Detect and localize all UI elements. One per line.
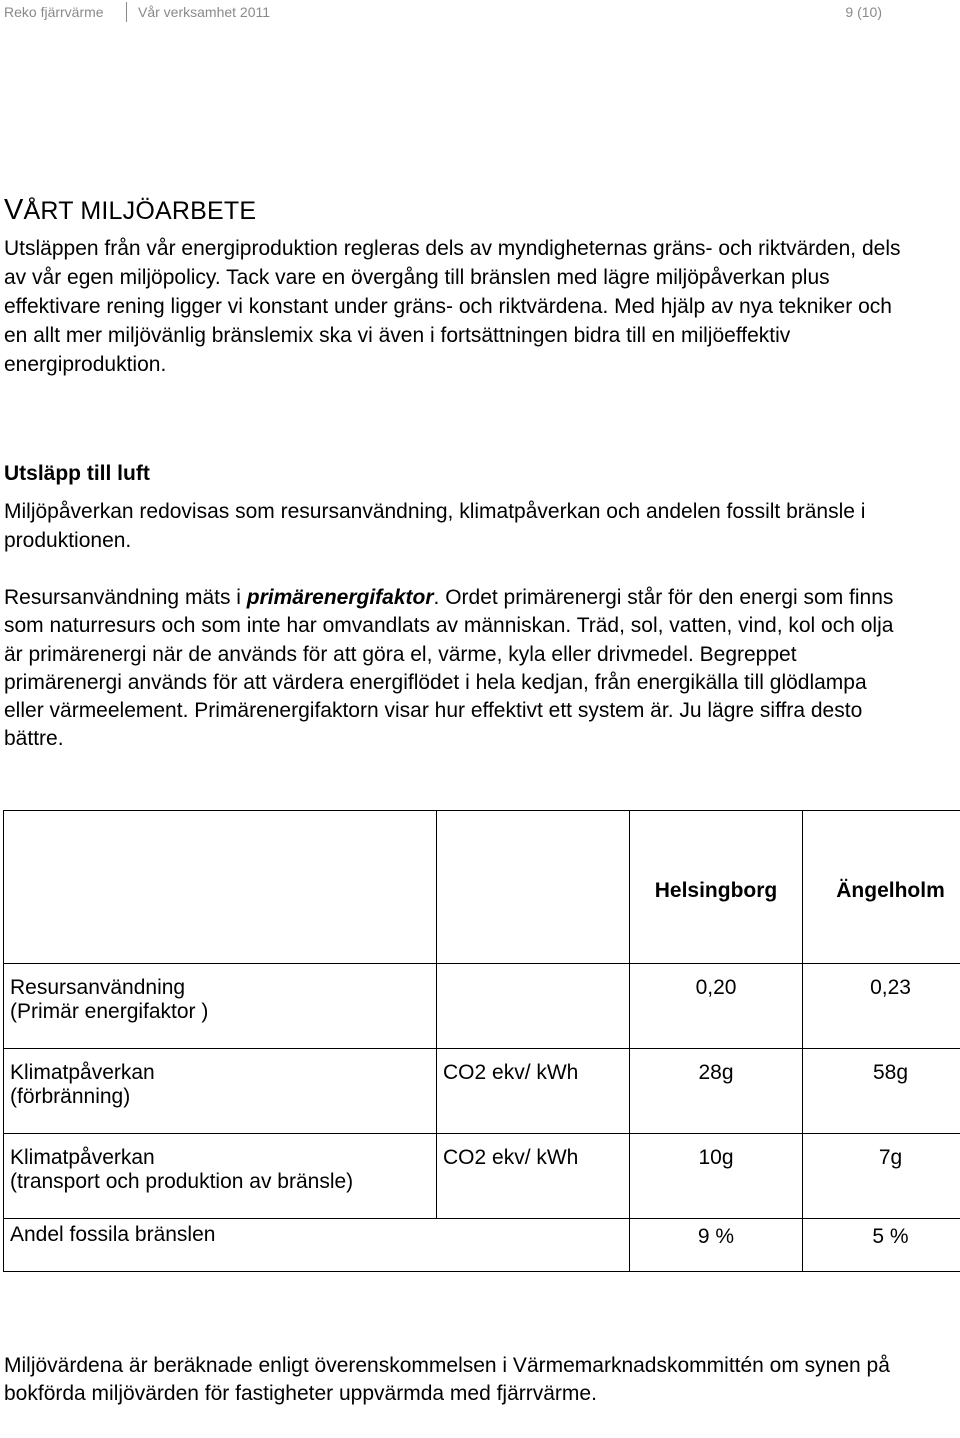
row-label-cell [4, 1134, 437, 1219]
row-unit-cell [437, 964, 630, 1049]
row-label: Andel fossila bränslen [10, 1223, 216, 1246]
section-title-initial: V [4, 194, 24, 226]
table-row [4, 964, 960, 1049]
helsingborg-value: 10g [630, 1134, 803, 1219]
row-label-sub: (Primär energifaktor ) [10, 1000, 209, 1023]
header-company: Reko fjärrvärme [4, 4, 104, 20]
table-row [4, 1219, 960, 1272]
angelholm-value: 7g [803, 1134, 960, 1219]
air-paragraph-2-start: Resursanvändning mäts i [4, 586, 247, 609]
air-paragraph-2-rest: . Ordet primärenergi står för den energi som finns som naturresurs och som inte har omvandlats av människan. Träd, sol, vatten, vind, kol och olja är primärenergi när de används för att göra el, värme, kyla eller drivmedel. Begreppet primärenergi används för att värdera energiflödet i hela kedjan, från energikälla till glödlampa eller värmeelement. Primärenergifaktorn visar hur effektivt ett system är. Ju lägre siffra desto bättre. [4, 586, 894, 751]
air-paragraph-2 [4, 584, 904, 754]
row-unit-cell: CO2 ekv/ kWh [437, 1049, 630, 1134]
row-label: Klimatpåverkan [10, 1061, 155, 1084]
row-label-sub: (transport och produktion av bränsle) [10, 1170, 354, 1193]
column-header-angelholm: Ängelholm [803, 811, 960, 964]
air-paragraph-1: Miljöpåverkan redovisas som resursanvändning, klimatpåverkan och andelen fossilt bränsle i produktionen. [4, 500, 866, 552]
row-label-cell [4, 964, 437, 1049]
primary-energy-factor-term: primärenergifaktor [246, 586, 434, 609]
angelholm-value: 5 % [803, 1219, 960, 1272]
row-label-cell [4, 1049, 437, 1134]
air-emissions-heading: Utsläpp till luft [4, 462, 150, 485]
intro-paragraph: Utsläppen från vår energiproduktion regleras dels av myndigheternas gräns- och riktvärden, dels av vår egen miljöpolicy. Tack vare en övergång till bränslen med lägre miljöpåverkan plus effektivare rening ligger vi konstant under gräns- och riktvärdena. Med hjälp av nya tekniker och en allt mer miljövänlig bränslemix ska vi även i fortsättningen bidra till en miljöeffektiv energiproduktion. [4, 237, 901, 376]
helsingborg-value: 28g [630, 1049, 803, 1134]
table-header-unit-cell [437, 811, 630, 964]
table-header-row [4, 811, 960, 964]
section-title [4, 194, 256, 227]
page-header [4, 2, 954, 24]
helsingborg-value: 0,20 [630, 964, 803, 1049]
header-doc-title: Vår verksamhet 2011 [138, 4, 271, 20]
table-row [4, 1134, 960, 1219]
column-header-helsingborg: Helsingborg [630, 811, 803, 964]
row-unit-cell: CO2 ekv/ kWh [437, 1134, 630, 1219]
row-label-sub: (förbränning) [10, 1085, 131, 1108]
helsingborg-value: 9 % [630, 1219, 803, 1272]
angelholm-value: 0,23 [803, 964, 960, 1049]
header-page-number: 9 (10) [845, 4, 882, 20]
footnote: Miljövärdena är beräknade enligt överenskommelsen i Värmemarknadskommittén om synen på bokförda miljövärden för fastigheter uppvärmda med fjärrvärme. [4, 1354, 890, 1405]
table-row [4, 1049, 960, 1134]
angelholm-value: 58g [803, 1049, 960, 1134]
row-label: Klimatpåverkan [10, 1146, 155, 1169]
header-divider [126, 2, 127, 22]
section-title-rest: ÅRT MILJÖARBETE [23, 197, 257, 225]
row-label: Resursanvändning [10, 976, 186, 999]
environment-values-table [3, 810, 960, 1272]
table-header-empty-cell [4, 811, 437, 964]
row-label-cell [4, 1219, 630, 1272]
